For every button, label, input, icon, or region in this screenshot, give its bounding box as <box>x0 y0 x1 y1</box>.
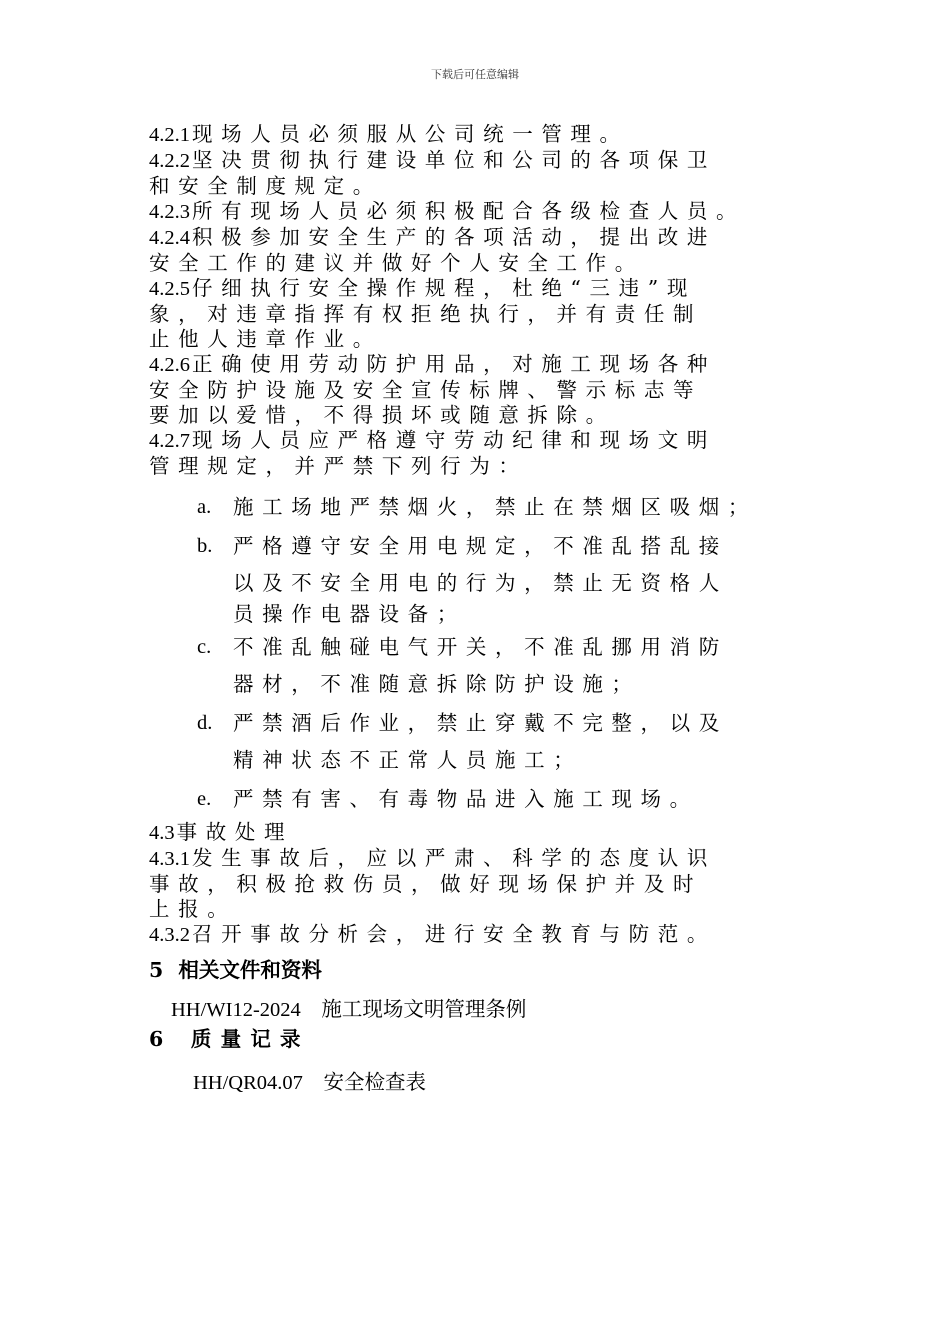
clause-text: 安全防护设施及安全宣传标牌、警示标志等 <box>149 378 703 402</box>
list-item-text: 员操作电器设备； <box>233 602 466 626</box>
section-5-title: 相关文件和资料 <box>178 958 322 982</box>
section-5-heading <box>149 958 839 983</box>
clause-text: 坚决贯彻执行建设单位和公司的各项保卫 <box>192 148 716 172</box>
clause-line <box>149 122 839 148</box>
clause-paragraph <box>149 922 839 948</box>
clause-text: 所有现场人员必须积极配合各级检查人员。 <box>192 199 746 223</box>
clause-number: 4.3 <box>149 822 175 844</box>
section-5-number: 5 <box>149 958 164 982</box>
quality-record-row <box>149 1070 839 1096</box>
clause-line <box>149 148 839 174</box>
page-header: 下载后可任意编辑 <box>431 68 519 81</box>
list-item-text: 严禁酒后作业，禁止穿戴不完整，以及 <box>233 711 728 735</box>
clause-text: 仔细执行安全操作规程，杜绝“三违”现 <box>192 276 696 300</box>
list-item-letter: a. <box>197 496 212 518</box>
related-document-title: 施工现场文明管理条例 <box>321 997 527 1021</box>
clause-line <box>149 897 839 922</box>
clause-text: 现场人员必须服从公司统一管理。 <box>192 122 629 146</box>
clause-line <box>149 352 839 378</box>
clause-number: 4.3.2 <box>149 924 190 946</box>
clause-number: 4.2.1 <box>149 124 190 146</box>
clause-number: 4.2.4 <box>149 227 190 249</box>
clause-list-4-3 <box>149 820 839 948</box>
list-item-letter: e. <box>197 788 212 810</box>
clause-number: 4.3.1 <box>149 848 190 870</box>
clause-line <box>149 846 839 872</box>
document-body <box>149 122 839 1096</box>
clause-line <box>149 922 839 948</box>
clause-paragraph <box>149 199 839 225</box>
clause-paragraph <box>149 846 839 922</box>
clause-text: 现场人员应严格遵守劳动纪律和现场文明 <box>192 428 716 452</box>
list-item-text: 器材，不准随意拆除防护设施； <box>233 672 641 696</box>
list-item <box>197 528 839 627</box>
clause-line <box>149 403 839 428</box>
list-item-letter: b. <box>197 535 213 557</box>
list-item-text: 严格遵守安全用电规定，不准乱搭乱接 <box>233 534 728 558</box>
clause-text: 安全工作的建议并做好个人安全工作。 <box>149 251 644 275</box>
clause-paragraph <box>149 820 839 846</box>
prohibited-behaviors-list <box>197 489 839 818</box>
section-6-number: 6 <box>149 1027 173 1051</box>
clause-line <box>149 174 839 199</box>
clause-text: 积极参加安全生产的各项活动，提出改进 <box>192 225 716 249</box>
quality-record-code: HH/QR04.07 <box>193 1072 303 1094</box>
list-item <box>197 489 839 526</box>
clause-line <box>149 454 839 479</box>
section-6-title: 质量记录 <box>190 1027 310 1051</box>
related-document-code: HH/WI12-2024 <box>171 999 301 1021</box>
clause-line <box>149 225 839 251</box>
clause-number: 4.2.2 <box>149 150 190 172</box>
clause-number: 4.2.5 <box>149 278 190 300</box>
clause-line <box>149 251 839 276</box>
clause-line <box>149 199 839 225</box>
list-item-text: 以及不安全用电的行为，禁止无资格人 <box>233 571 728 595</box>
clause-text: 和安全制度规定。 <box>149 174 382 198</box>
clause-line <box>149 872 839 897</box>
related-document-row <box>149 997 839 1023</box>
clause-line <box>149 378 839 403</box>
list-item-text: 施工场地严禁烟火，禁止在禁烟区吸烟； <box>233 495 757 519</box>
clause-paragraph <box>149 276 839 352</box>
list-item <box>197 629 839 703</box>
clause-line <box>149 327 839 352</box>
clause-text: 事故，积极抢救伤员，做好现场保护并及时 <box>149 872 703 896</box>
clause-line <box>149 276 839 302</box>
clause-paragraph <box>149 428 839 479</box>
clause-text: 上报。 <box>149 897 237 921</box>
list-item-letter: c. <box>197 636 212 658</box>
clause-text: 止他人违章作业。 <box>149 327 382 351</box>
list-item-letter: d. <box>197 712 213 734</box>
section-6-heading <box>149 1027 839 1052</box>
list-item <box>197 705 839 779</box>
list-item <box>197 781 839 818</box>
clause-text: 象，对违章指挥有权拒绝执行，并有责任制 <box>149 302 703 326</box>
clause-text: 要加以爱惜，不得损坏或随意拆除。 <box>149 403 615 427</box>
clause-text: 发生事故后，应以严肃、科学的态度认识 <box>192 846 716 870</box>
quality-record-title: 安全检查表 <box>323 1070 426 1094</box>
clause-text: 正确使用劳动防护用品，对施工现场各种 <box>192 352 716 376</box>
clause-number: 4.2.6 <box>149 354 190 376</box>
clause-paragraph <box>149 148 839 199</box>
clause-text: 召开事故分析会，进行安全教育与防范。 <box>192 922 716 946</box>
clause-paragraph <box>149 225 839 276</box>
clause-number: 4.2.3 <box>149 201 190 223</box>
list-item-text: 严禁有害、有毒物品进入施工现场。 <box>233 787 699 811</box>
clause-line <box>149 820 839 846</box>
clause-paragraph <box>149 122 839 148</box>
list-item-text: 精神状态不正常人员施工； <box>233 748 583 772</box>
list-item-text: 不准乱触碰电气开关，不准乱挪用消防 <box>233 635 728 659</box>
clause-paragraph <box>149 352 839 428</box>
clause-line <box>149 428 839 454</box>
clause-number: 4.2.7 <box>149 430 190 452</box>
clause-line <box>149 302 839 327</box>
clause-text: 管理规定，并严禁下列行为： <box>149 454 528 478</box>
clause-text: 事故处理 <box>176 820 294 844</box>
clause-list-4-2 <box>149 122 839 479</box>
